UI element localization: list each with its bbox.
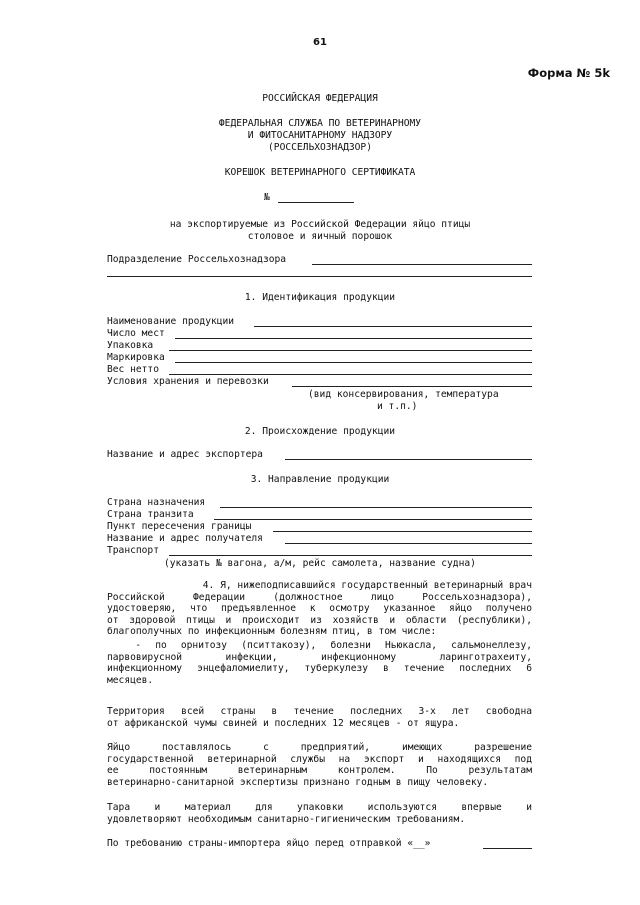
subdivision-label: Подразделение Россельхознадзора	[107, 254, 287, 265]
certificate-number-label: №	[264, 192, 270, 203]
marking-label: Маркировка	[107, 352, 165, 363]
export-condition-label: По требованию страны-импортера яйцо перед отправкой «__»	[107, 838, 431, 849]
section-2-title: 2. Происхождение продукции	[244, 426, 396, 437]
marking-field[interactable]	[107, 352, 532, 364]
packaging-label: Упаковка	[107, 340, 154, 351]
section-4-paragraph-4	[107, 742, 532, 788]
page-number: 61	[313, 37, 327, 48]
section-4-p2-line: - по орнитозу (пситтакозу), болезни Ньюкасла, сальмонеллезу,	[107, 640, 532, 651]
product-name-field[interactable]	[107, 316, 532, 328]
section-4-paragraph-3	[107, 706, 532, 729]
transport-field[interactable]	[107, 545, 532, 557]
transit-country-field[interactable]	[107, 509, 532, 521]
section-4-p2-line: парвовирусной инфекции, инфекционному ларинготрахеиту,	[107, 651, 532, 663]
exporter-field[interactable]	[107, 449, 532, 461]
agency-line-3: (РОССЕЛЬХОЗНАДЗОР)	[268, 142, 372, 153]
subject-line-2: столовое и яичный порошок	[247, 231, 393, 242]
section-4-p1-line: удостоверяю, что предъявленное к осмотру указанное яйцо получено	[107, 603, 532, 615]
storage-conditions-label: Условия хранения и перевозки	[107, 376, 269, 387]
package-count-label: Число мест	[107, 328, 165, 339]
subdivision-field[interactable]	[107, 254, 532, 266]
section-4-p1-line: 4. Я, нижеподписавшийся государственный ветеринарный врач	[179, 580, 532, 591]
section-4-p1-line: Российской Федерации (должностное лицо Россельхознадзора),	[107, 591, 532, 603]
storage-note-line-2: и т.п.)	[377, 401, 418, 412]
section-4-p5-line: Тара и материал для упаковки используются впервые и	[107, 802, 532, 813]
exporter-label: Название и адрес экспортера	[107, 449, 263, 460]
agency-line-2: И ФИТОСАНИТАРНОМУ НАДЗОРУ	[247, 130, 393, 141]
section-3-title: 3. Направление продукции	[250, 474, 390, 485]
section-4-p4-line: Яйцо поставлялось с предприятий, имеющих разрешение	[107, 742, 532, 753]
transport-label: Транспорт	[107, 545, 159, 556]
section-4-p3-line: Территория всей страны в течение последних 3-х лет свободна	[107, 706, 532, 717]
section-4-p4-line: ветеринарно-санитарной экспертизы признано годным в пищу человеку.	[107, 776, 489, 788]
destination-country-field[interactable]	[107, 497, 532, 509]
section-4-p3-line: от африканской чумы свиней и последних 12 месяцев - от ящура.	[107, 717, 460, 729]
document-title: КОРЕШОК ВЕТЕРИНАРНОГО СЕРТИФИКАТА	[224, 167, 416, 178]
transport-note: (указать № вагона, а/м, рейс самолета, название судна)	[164, 558, 476, 569]
net-weight-label: Вес нетто	[107, 364, 159, 375]
border-crossing-field[interactable]	[107, 521, 532, 533]
section-4-p2-line: инфекционному энцефаломиелиту, туберкулезу в течение последних 6	[107, 663, 532, 675]
storage-conditions-field[interactable]	[107, 376, 532, 388]
destination-country-label: Страна назначения	[107, 497, 206, 508]
border-crossing-label: Пункт пересечения границы	[107, 521, 252, 532]
net-weight-field[interactable]	[107, 364, 532, 376]
section-1-title: 1. Идентификация продукции	[244, 292, 396, 303]
recipient-field[interactable]	[107, 533, 532, 545]
section-4-p4-line: ее постоянным ветеринарным контролем. По результатам	[107, 765, 532, 777]
section-4-p5-line: удовлетворяют необходимым санитарно-гигиеническим требованиям.	[107, 813, 466, 825]
certificate-number-field[interactable]	[278, 202, 354, 203]
section-4-paragraph-5	[107, 802, 532, 825]
agency-line-1: ФЕДЕРАЛЬНАЯ СЛУЖБА ПО ВЕТЕРИНАРНОМУ	[218, 118, 422, 129]
transit-country-label: Страна транзита	[107, 509, 194, 520]
storage-note-line-1: (вид консервирования, температура	[308, 389, 499, 400]
section-4-p1-line: благополучных по инфекционным болезням птиц, в том числе:	[107, 626, 437, 638]
product-name-label: Наименование продукции	[107, 316, 235, 327]
form-label: Форма № 5k	[527, 66, 610, 80]
subdivision-extra-line[interactable]	[107, 276, 532, 277]
recipient-label: Название и адрес получателя	[107, 533, 263, 544]
section-4-paragraph-2	[107, 640, 532, 686]
export-condition-field[interactable]	[107, 838, 532, 850]
packaging-field[interactable]	[107, 340, 532, 352]
package-count-field[interactable]	[107, 328, 532, 340]
section-4-paragraph-1	[107, 580, 532, 638]
section-4-p4-line: государственной ветеринарной службы на экспорт и находящихся под	[107, 753, 532, 765]
subject-line-1: на экспортируемые из Российской Федерации яйцо птицы	[169, 219, 471, 230]
country-heading: РОССИЙСКАЯ ФЕДЕРАЦИЯ	[262, 93, 378, 104]
section-4-p2-line: месяцев.	[107, 674, 154, 686]
section-4-p1-line: от здоровой птицы и происходит из хозяйств и области (республики),	[107, 614, 532, 626]
